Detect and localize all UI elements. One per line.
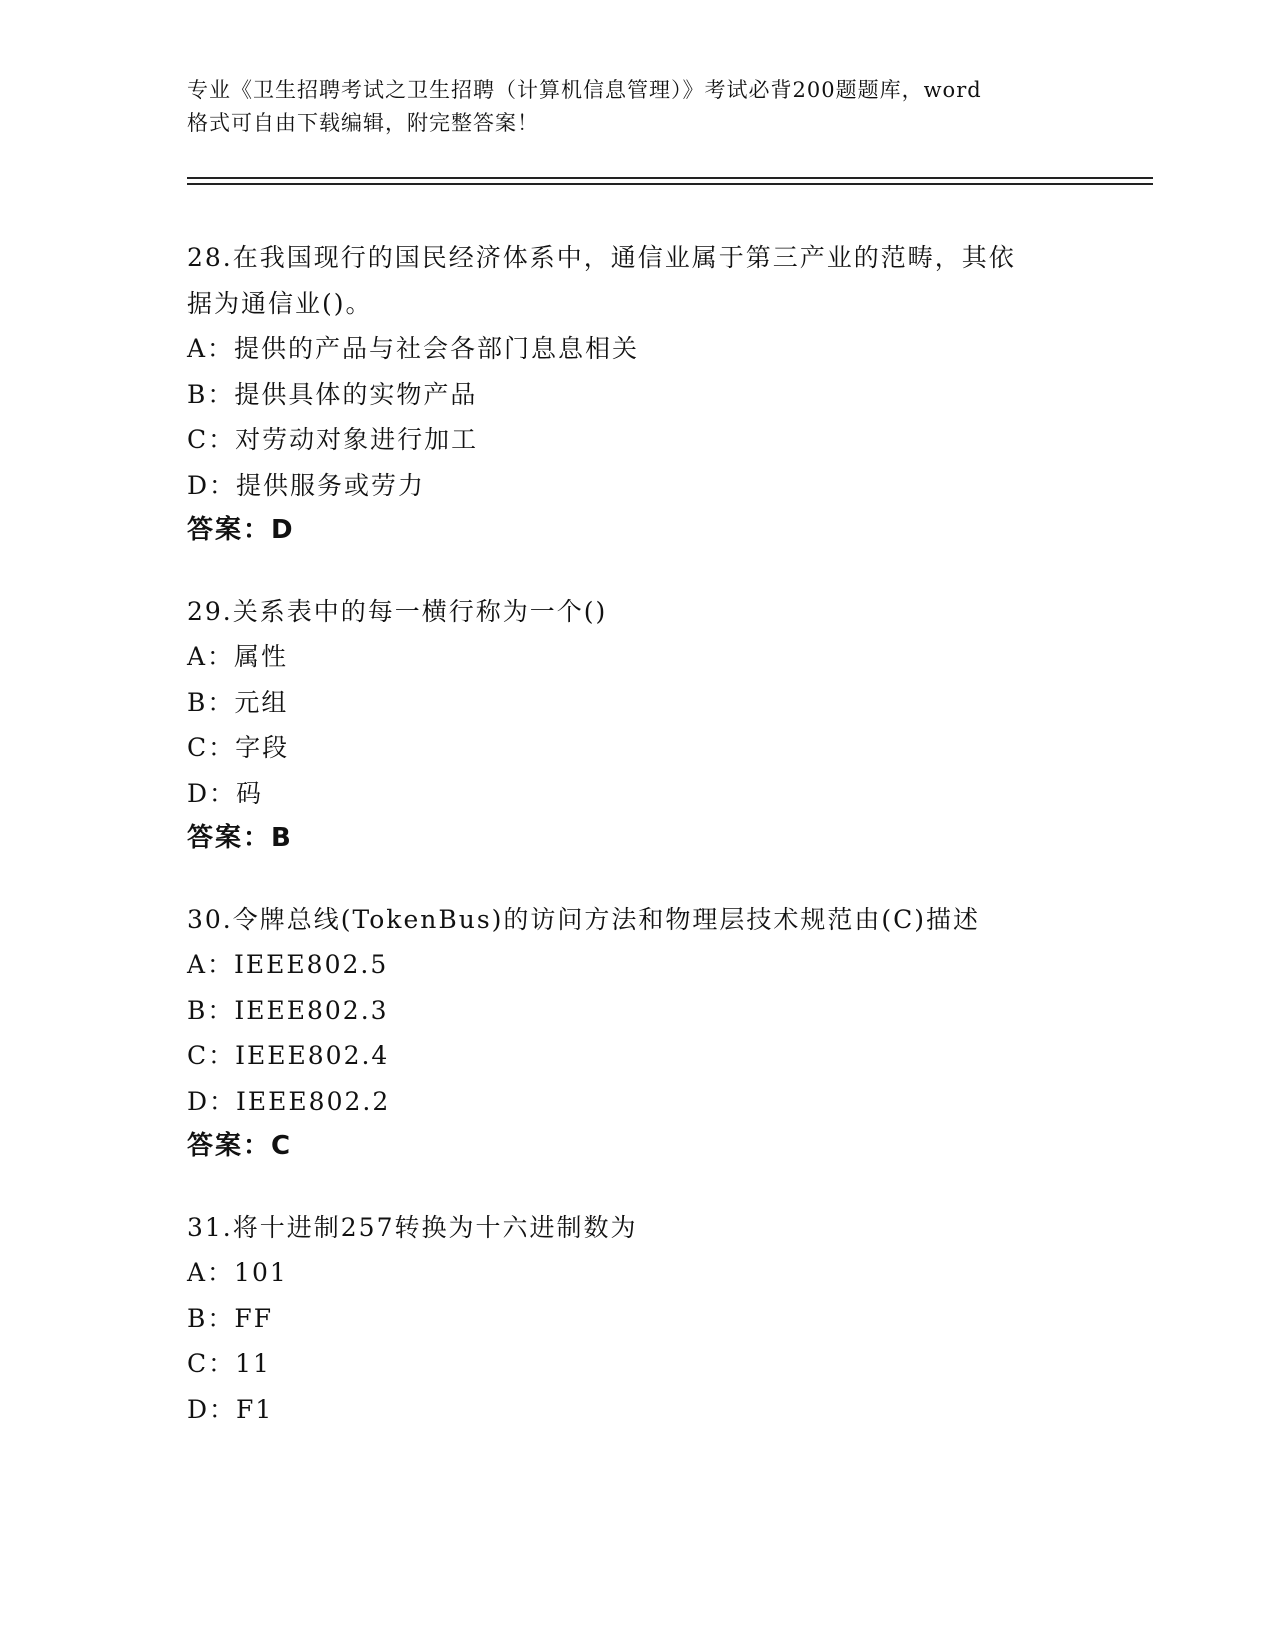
option-b: B：FF <box>187 1303 274 1333</box>
option-b: B：元组 <box>187 687 289 717</box>
answer-key: 答案：D <box>187 515 295 545</box>
question-31 <box>187 1205 1127 1433</box>
question-list <box>187 235 1127 1467</box>
header-divider-top <box>187 177 1153 179</box>
option-a: A：属性 <box>187 642 289 671</box>
option-c: C：11 <box>187 1349 271 1378</box>
option-c: C：对劳动对象进行加工 <box>187 425 479 454</box>
option-b: B：IEEE802.3 <box>187 995 389 1025</box>
question-30 <box>187 897 1127 1170</box>
option-a: A：IEEE802.5 <box>187 950 389 979</box>
header-text-line-2: 格式可自由下载编辑，附完整答案！ <box>187 111 539 135</box>
answer-key: 答案：C <box>187 1131 293 1161</box>
question-stem: 31.将十进制257转换为十六进制数为 <box>187 1212 638 1242</box>
question-stem-continued: 据为通信业()。 <box>187 288 373 318</box>
question-28 <box>187 235 1127 554</box>
option-b: B：提供具体的实物产品 <box>187 379 478 409</box>
option-d: D：提供服务或劳力 <box>187 470 426 500</box>
question-stem: 28.在我国现行的国民经济体系中，通信业属于第三产业的范畴，其依 <box>187 243 1016 272</box>
header-text-line-1: 专业《卫生招聘考试之卫生招聘（计算机信息管理）》考试必背200题题库，word <box>187 78 982 102</box>
option-c: C：IEEE802.4 <box>187 1041 390 1070</box>
question-stem: 29.关系表中的每一横行称为一个() <box>187 596 608 626</box>
option-a: A：提供的产品与社会各部门息息相关 <box>187 334 640 363</box>
option-a: A：101 <box>187 1258 288 1287</box>
answer-key: 答案：B <box>187 823 293 853</box>
header-divider-bottom <box>187 183 1153 185</box>
option-c: C：字段 <box>187 733 290 762</box>
question-stem: 30.令牌总线(TokenBus)的访问方法和物理层技术规范由(C)描述 <box>187 904 981 934</box>
question-29 <box>187 589 1127 862</box>
option-d: D：F1 <box>187 1394 274 1424</box>
option-d: D：IEEE802.2 <box>187 1086 391 1116</box>
document-header <box>187 74 1087 140</box>
option-d: D：码 <box>187 778 264 808</box>
